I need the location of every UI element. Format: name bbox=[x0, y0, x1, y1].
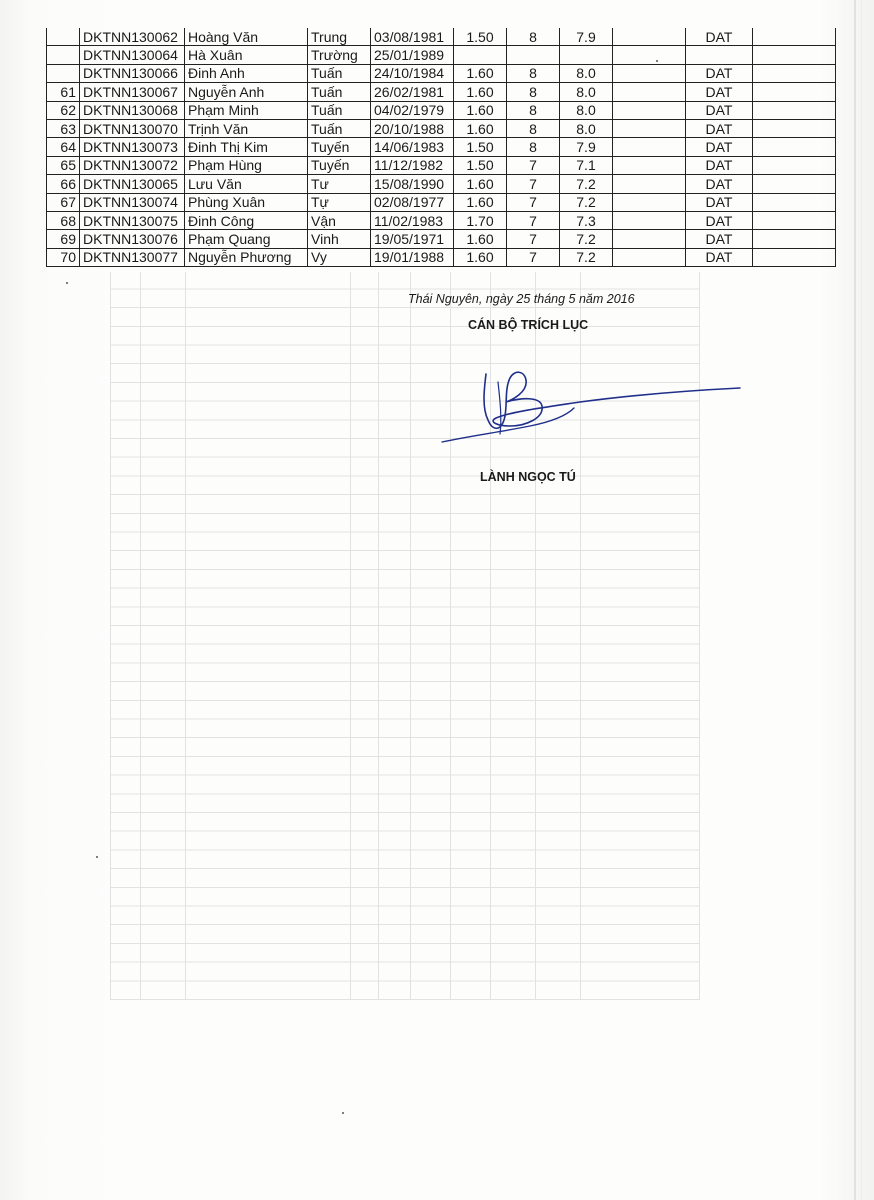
table-row bbox=[47, 211, 836, 229]
cell-empty bbox=[753, 175, 836, 193]
table-row bbox=[47, 230, 836, 248]
cell-candidate-id: DKTNN130077 bbox=[80, 248, 185, 266]
cell-given-name: Vinh bbox=[308, 230, 371, 248]
cell-score-1: 1.50 bbox=[454, 28, 507, 46]
cell-score-3: 7.2 bbox=[560, 230, 613, 248]
cell-candidate-id: DKTNN130068 bbox=[80, 101, 185, 119]
page-edge bbox=[854, 0, 856, 1200]
cell-score-1: 1.60 bbox=[454, 175, 507, 193]
cell-score-1: 1.60 bbox=[454, 119, 507, 137]
cell-surname: Đinh Thị Kim bbox=[185, 138, 308, 156]
cell-score-2: 8 bbox=[507, 101, 560, 119]
cell-score-3: 7.9 bbox=[560, 28, 613, 46]
cell-surname: Đinh Anh bbox=[185, 64, 308, 82]
date-place: Thái Nguyên, ngày 25 tháng 5 năm 2016 bbox=[408, 292, 635, 306]
cell-score-3 bbox=[560, 46, 613, 64]
cell-empty bbox=[613, 101, 686, 119]
cell-given-name: Tuyến bbox=[308, 138, 371, 156]
cell-result: DAT bbox=[686, 101, 753, 119]
cell-surname: Nguyễn Anh bbox=[185, 83, 308, 101]
cell-score-1: 1.60 bbox=[454, 83, 507, 101]
cell-score-2: 7 bbox=[507, 248, 560, 266]
official-title: CÁN BỘ TRÍCH LỤC bbox=[468, 318, 589, 332]
table-row bbox=[47, 28, 836, 46]
cell-candidate-id: DKTNN130062 bbox=[80, 28, 185, 46]
cell-empty bbox=[613, 46, 686, 64]
cell-birth-date: 24/10/1984 bbox=[371, 64, 454, 82]
cell-stt: 68 bbox=[47, 211, 80, 229]
page-edge-inner bbox=[861, 0, 862, 1200]
cell-result: DAT bbox=[686, 211, 753, 229]
cell-birth-date: 19/01/1988 bbox=[371, 248, 454, 266]
cell-surname: Nguyễn Phương bbox=[185, 248, 308, 266]
cell-given-name: Tuấn bbox=[308, 101, 371, 119]
cell-candidate-id: DKTNN130076 bbox=[80, 230, 185, 248]
cell-score-2: 8 bbox=[507, 64, 560, 82]
cell-candidate-id: DKTNN130066 bbox=[80, 64, 185, 82]
cell-result: DAT bbox=[686, 193, 753, 211]
cell-result: DAT bbox=[686, 119, 753, 137]
cell-score-2: 7 bbox=[507, 230, 560, 248]
cell-given-name: Vy bbox=[308, 248, 371, 266]
cell-score-1: 1.60 bbox=[454, 248, 507, 266]
cell-given-name: Vận bbox=[308, 211, 371, 229]
cell-empty bbox=[613, 28, 686, 46]
cell-score-2: 7 bbox=[507, 211, 560, 229]
paper-speck bbox=[96, 856, 98, 858]
cell-surname: Trịnh Văn bbox=[185, 119, 308, 137]
cell-given-name: Tuấn bbox=[308, 64, 371, 82]
cell-score-3: 7.1 bbox=[560, 156, 613, 174]
cell-surname: Lưu Văn bbox=[185, 175, 308, 193]
cell-birth-date: 15/08/1990 bbox=[371, 175, 454, 193]
cell-result: DAT bbox=[686, 230, 753, 248]
cell-stt: 65 bbox=[47, 156, 80, 174]
cell-given-name: Tự bbox=[308, 193, 371, 211]
paper-speck bbox=[66, 282, 68, 284]
cell-stt bbox=[47, 46, 80, 64]
cell-score-1: 1.50 bbox=[454, 138, 507, 156]
cell-empty bbox=[753, 46, 836, 64]
cell-given-name: Trung bbox=[308, 28, 371, 46]
cell-surname: Hoàng Văn bbox=[185, 28, 308, 46]
cell-score-3: 7.3 bbox=[560, 211, 613, 229]
cell-score-2: 8 bbox=[507, 83, 560, 101]
cell-given-name: Tuấn bbox=[308, 119, 371, 137]
cell-birth-date: 11/12/1982 bbox=[371, 156, 454, 174]
cell-result: DAT bbox=[686, 28, 753, 46]
cell-empty bbox=[753, 248, 836, 266]
cell-empty bbox=[613, 83, 686, 101]
table-row bbox=[47, 101, 836, 119]
cell-candidate-id: DKTNN130072 bbox=[80, 156, 185, 174]
cell-birth-date: 20/10/1988 bbox=[371, 119, 454, 137]
cell-surname: Phùng Xuân bbox=[185, 193, 308, 211]
cell-empty bbox=[613, 248, 686, 266]
cell-empty bbox=[613, 156, 686, 174]
cell-empty bbox=[753, 193, 836, 211]
cell-empty bbox=[613, 211, 686, 229]
cell-stt: 62 bbox=[47, 101, 80, 119]
cell-result: DAT bbox=[686, 248, 753, 266]
cell-candidate-id: DKTNN130064 bbox=[80, 46, 185, 64]
table-row bbox=[47, 138, 836, 156]
table-row bbox=[47, 46, 836, 64]
cell-birth-date: 19/05/1971 bbox=[371, 230, 454, 248]
cell-surname: Phạm Hùng bbox=[185, 156, 308, 174]
cell-stt bbox=[47, 28, 80, 46]
cell-empty bbox=[753, 83, 836, 101]
cell-score-2: 8 bbox=[507, 138, 560, 156]
cell-stt: 70 bbox=[47, 248, 80, 266]
cell-result bbox=[686, 46, 753, 64]
cell-empty bbox=[753, 211, 836, 229]
cell-birth-date: 11/02/1983 bbox=[371, 211, 454, 229]
cell-score-3: 7.9 bbox=[560, 138, 613, 156]
table-row bbox=[47, 175, 836, 193]
cell-score-1: 1.60 bbox=[454, 230, 507, 248]
cell-empty bbox=[753, 119, 836, 137]
cell-surname: Hà Xuân bbox=[185, 46, 308, 64]
table-row bbox=[47, 64, 836, 82]
cell-candidate-id: DKTNN130074 bbox=[80, 193, 185, 211]
cell-score-2: 7 bbox=[507, 175, 560, 193]
handwritten-signature bbox=[440, 360, 770, 460]
cell-score-3: 8.0 bbox=[560, 101, 613, 119]
cell-score-2 bbox=[507, 46, 560, 64]
cell-candidate-id: DKTNN130073 bbox=[80, 138, 185, 156]
cell-empty bbox=[613, 119, 686, 137]
cell-birth-date: 25/01/1989 bbox=[371, 46, 454, 64]
cell-result: DAT bbox=[686, 83, 753, 101]
cell-given-name: Tuấn bbox=[308, 83, 371, 101]
cell-candidate-id: DKTNN130075 bbox=[80, 211, 185, 229]
cell-surname: Đinh Công bbox=[185, 211, 308, 229]
cell-score-1: 1.60 bbox=[454, 64, 507, 82]
cell-stt: 61 bbox=[47, 83, 80, 101]
cell-birth-date: 26/02/1981 bbox=[371, 83, 454, 101]
cell-empty bbox=[613, 193, 686, 211]
paper-speck bbox=[342, 1112, 344, 1114]
paper-speck bbox=[656, 60, 658, 62]
cell-given-name: Tuyến bbox=[308, 156, 371, 174]
cell-score-3: 7.2 bbox=[560, 175, 613, 193]
cell-surname: Phạm Quang bbox=[185, 230, 308, 248]
cell-birth-date: 14/06/1983 bbox=[371, 138, 454, 156]
cell-surname: Phạm Minh bbox=[185, 101, 308, 119]
cell-score-3: 8.0 bbox=[560, 119, 613, 137]
official-name: LÀNH NGỌC TÚ bbox=[480, 470, 576, 484]
cell-score-1: 1.60 bbox=[454, 101, 507, 119]
cell-stt: 63 bbox=[47, 119, 80, 137]
cell-score-3: 8.0 bbox=[560, 64, 613, 82]
cell-empty bbox=[753, 101, 836, 119]
cell-empty bbox=[753, 138, 836, 156]
cell-score-1: 1.60 bbox=[454, 193, 507, 211]
cell-candidate-id: DKTNN130067 bbox=[80, 83, 185, 101]
table-row bbox=[47, 156, 836, 174]
cell-stt: 64 bbox=[47, 138, 80, 156]
cell-empty bbox=[613, 175, 686, 193]
cell-result: DAT bbox=[686, 156, 753, 174]
table-row bbox=[47, 83, 836, 101]
cell-result: DAT bbox=[686, 138, 753, 156]
cell-given-name: Tư bbox=[308, 175, 371, 193]
cell-empty bbox=[613, 138, 686, 156]
cell-stt: 69 bbox=[47, 230, 80, 248]
cell-candidate-id: DKTNN130065 bbox=[80, 175, 185, 193]
table-row bbox=[47, 119, 836, 137]
cell-stt: 66 bbox=[47, 175, 80, 193]
cell-score-3: 7.2 bbox=[560, 248, 613, 266]
cell-birth-date: 03/08/1981 bbox=[371, 28, 454, 46]
cell-score-2: 7 bbox=[507, 156, 560, 174]
cell-score-2: 8 bbox=[507, 28, 560, 46]
cell-result: DAT bbox=[686, 175, 753, 193]
cell-score-1 bbox=[454, 46, 507, 64]
cell-empty bbox=[753, 156, 836, 174]
table-row bbox=[47, 248, 836, 266]
cell-candidate-id: DKTNN130070 bbox=[80, 119, 185, 137]
cell-score-3: 8.0 bbox=[560, 83, 613, 101]
table-row bbox=[47, 193, 836, 211]
cell-stt: 67 bbox=[47, 193, 80, 211]
cell-score-1: 1.70 bbox=[454, 211, 507, 229]
results-table bbox=[46, 28, 836, 267]
cell-result: DAT bbox=[686, 64, 753, 82]
cell-stt bbox=[47, 64, 80, 82]
cell-birth-date: 02/08/1977 bbox=[371, 193, 454, 211]
cell-given-name: Trường bbox=[308, 46, 371, 64]
cell-empty bbox=[753, 64, 836, 82]
cell-score-3: 7.2 bbox=[560, 193, 613, 211]
cell-birth-date: 04/02/1979 bbox=[371, 101, 454, 119]
cell-score-1: 1.50 bbox=[454, 156, 507, 174]
cell-empty bbox=[753, 28, 836, 46]
cell-empty bbox=[613, 64, 686, 82]
cell-score-2: 7 bbox=[507, 193, 560, 211]
cell-empty bbox=[753, 230, 836, 248]
cell-empty bbox=[613, 230, 686, 248]
cell-score-2: 8 bbox=[507, 119, 560, 137]
